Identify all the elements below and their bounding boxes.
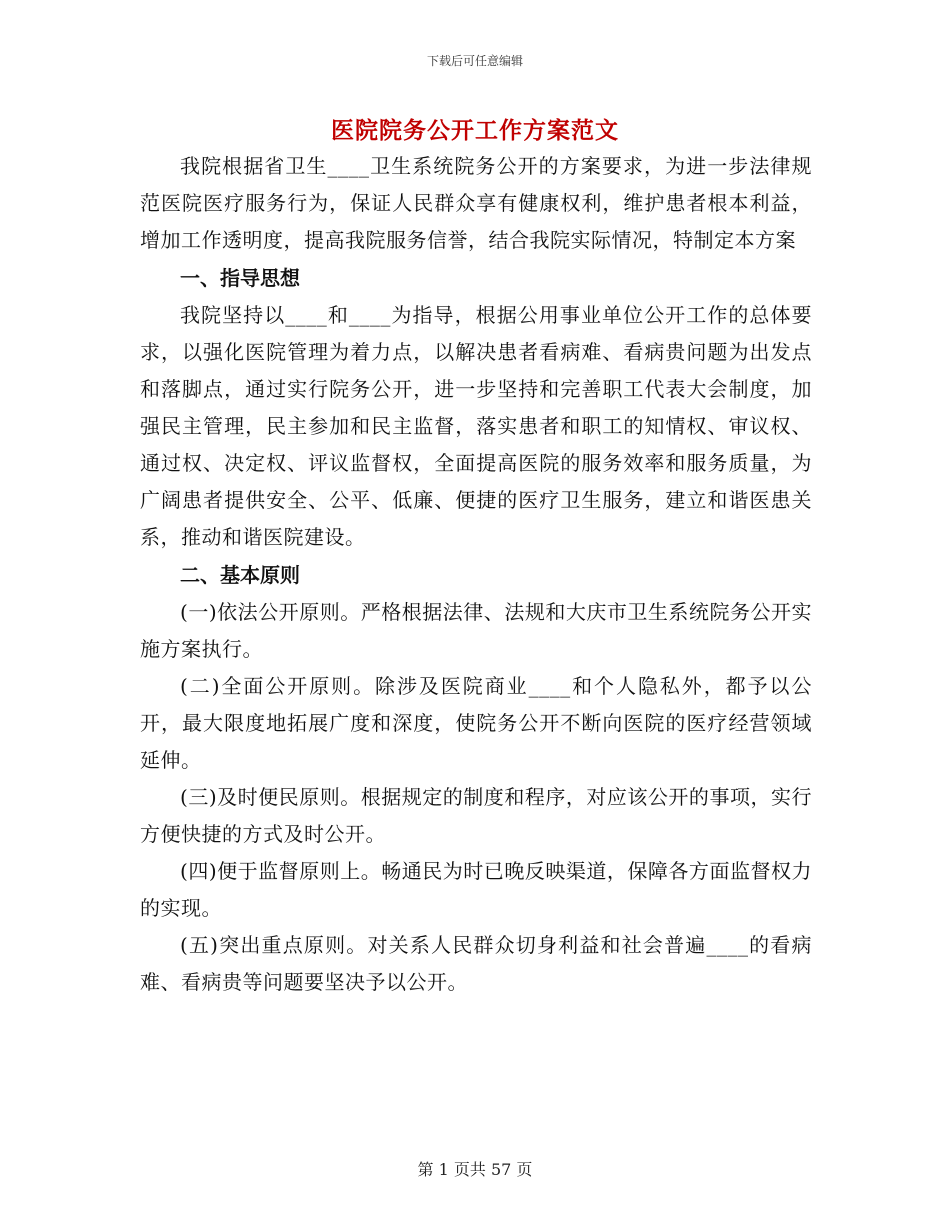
principle-item: (二)全面公开原则。除涉及医院商业____和个人隐私外，都予以公开，最大限度地拓展广度和深度，使院务公开不断向医院的医疗经营领域延伸。	[140, 674, 812, 772]
guiding-ideology-paragraph: 我院坚持以____和____为指导，根据公用事业单位公开工作的总体要求，以强化医院管理为着力点，以解决患者看病难、看病贵问题为出发点和落脚点，通过实行院务公开，进一步坚持和完善职工代表大会制度，加强民主管理，民主参加和民主监督，落实患者和职工的知情权、审议权、通过权、决定权、评议监督权，全面提高医院的服务效率和服务质量，为广阔患者提供安全、公平、低廉、便捷的医疗卫生服务，建立和谐医患关系，推动和谐医院建设。	[140, 303, 812, 549]
section-heading-basic-principles: 二、基本原则	[180, 563, 300, 587]
document-body	[140, 148, 812, 1001]
document-title: 医院院务公开工作方案范文	[331, 117, 619, 144]
page-header: 下载后可任意编辑	[426, 54, 523, 68]
page-footer: 第 1 页共 57 页	[417, 1160, 533, 1179]
principle-item: (四)便于监督原则上。畅通民为时已晚反映渠道，保障各方面监督权力的实现。	[140, 859, 812, 920]
intro-paragraph: 我院根据省卫生____卫生系统院务公开的方案要求，为进一步法律规范医院医疗服务行为，保证人民群众享有健康权利，维护患者根本利益，增加工作透明度，提高我院服务信誉，结合我院实际情况，特制定本方案	[140, 154, 812, 252]
principle-item: (五)突出重点原则。对关系人民群众切身利益和社会普遍____的看病难、看病贵等问题要坚决予以公开。	[140, 933, 812, 994]
principle-item: (三)及时便民原则。根据规定的制度和程序，对应该公开的事项，实行方便快捷的方式及时公开。	[140, 785, 812, 846]
principle-item: (一)依法公开原则。严格根据法律、法规和大庆市卫生系统院务公开实施方案执行。	[140, 600, 812, 661]
section-heading-guiding-ideology: 一、指导思想	[180, 266, 300, 290]
